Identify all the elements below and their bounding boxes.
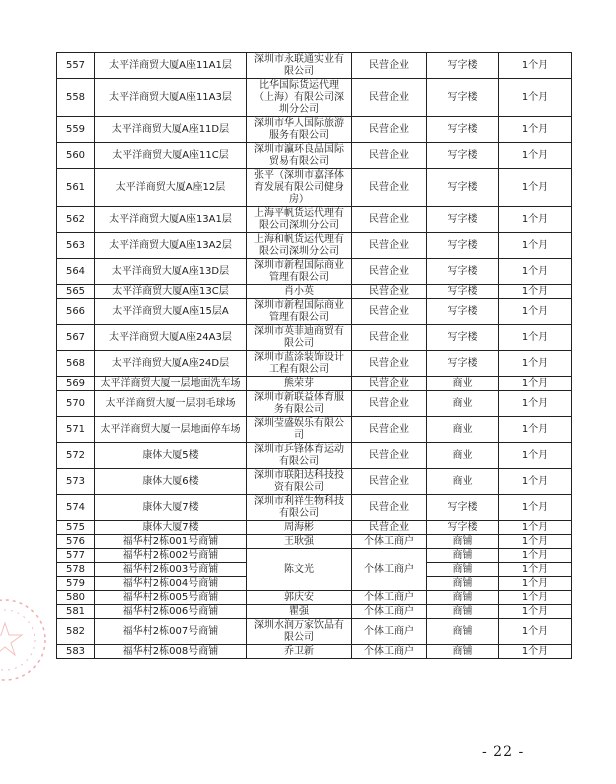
property-use: 写字楼 (427, 259, 499, 285)
lease-duration: 1个月 (499, 563, 572, 577)
tenant-name: 比华国际货运代理（上海）有限公司深圳分公司 (247, 79, 352, 117)
lease-duration: 1个月 (499, 143, 572, 169)
table-row (57, 619, 572, 645)
tenant-name: 深圳市新程国际商业管理有限公司 (247, 259, 352, 285)
tenant-name: 深圳市利祥生物科技有限公司 (247, 495, 352, 521)
tenant-name: 乔卫新 (247, 645, 352, 659)
table-row (57, 143, 572, 169)
table-row (57, 417, 572, 443)
row-number: 558 (57, 79, 95, 117)
lease-duration: 1个月 (499, 535, 572, 549)
lease-duration: 1个月 (499, 79, 572, 117)
tenant-type: 个体工商户 (352, 605, 427, 619)
property-address: 太平洋商贸大厦A座13A1层 (95, 207, 247, 233)
tenant-name: 深圳市新联益体育服务有限公司 (247, 391, 352, 417)
property-use: 商铺 (427, 563, 499, 577)
tenant-name: 熊荣芽 (247, 377, 352, 391)
table-row (57, 79, 572, 117)
table-row (57, 591, 572, 605)
lease-duration: 1个月 (499, 495, 572, 521)
row-number: 571 (57, 417, 95, 443)
lease-duration: 1个月 (499, 417, 572, 443)
tenant-type: 民营企业 (352, 143, 427, 169)
tenant-name: 深圳市联阳达科技投资有限公司 (247, 469, 352, 495)
table-row (57, 53, 572, 79)
property-address: 太平洋商贸大厦A座15层A (95, 299, 247, 325)
table-row (57, 495, 572, 521)
row-number: 575 (57, 521, 95, 535)
property-use: 商业 (427, 443, 499, 469)
table-row (57, 549, 572, 563)
table-row (57, 469, 572, 495)
table-row (57, 645, 572, 659)
property-address: 福华村2栋005号商铺 (95, 591, 247, 605)
row-number: 567 (57, 325, 95, 351)
property-address: 福华村2栋003号商铺 (95, 563, 247, 577)
tenant-type: 民营企业 (352, 207, 427, 233)
row-number: 578 (57, 563, 95, 577)
property-use: 商铺 (427, 645, 499, 659)
tenant-type: 民营企业 (352, 233, 427, 259)
row-number: 559 (57, 117, 95, 143)
table-row (57, 521, 572, 535)
property-address: 康体大厦7楼 (95, 521, 247, 535)
table-row (57, 285, 572, 299)
tenant-name: 深圳市新程国际商业管理有限公司 (247, 299, 352, 325)
property-address: 福华村2栋002号商铺 (95, 549, 247, 563)
tenant-type: 民营企业 (352, 169, 427, 207)
property-address: 康体大厦6楼 (95, 469, 247, 495)
property-address: 太平洋商贸大厦A座12层 (95, 169, 247, 207)
lease-duration: 1个月 (499, 169, 572, 207)
table-row (57, 377, 572, 391)
tenant-name: 深圳市乒锋体育运动有限公司 (247, 443, 352, 469)
tenant-name: 肖小英 (247, 285, 352, 299)
property-use: 商业 (427, 377, 499, 391)
property-use: 商铺 (427, 619, 499, 645)
table-row (57, 443, 572, 469)
tenant-type: 民营企业 (352, 521, 427, 535)
lease-duration: 1个月 (499, 351, 572, 377)
lease-table (56, 52, 572, 659)
table-row (57, 325, 572, 351)
property-address: 太平洋商贸大厦A座24D层 (95, 351, 247, 377)
lease-duration: 1个月 (499, 469, 572, 495)
lease-duration: 1个月 (499, 591, 572, 605)
property-address: 太平洋商贸大厦一层羽毛球场 (95, 391, 247, 417)
tenant-type: 民营企业 (352, 377, 427, 391)
property-use: 写字楼 (427, 325, 499, 351)
row-number: 580 (57, 591, 95, 605)
property-use: 商铺 (427, 549, 499, 563)
property-address: 太平洋商贸大厦一层地面洗车场 (95, 377, 247, 391)
property-use: 写字楼 (427, 521, 499, 535)
property-use: 商铺 (427, 605, 499, 619)
lease-duration: 1个月 (499, 377, 572, 391)
property-use: 写字楼 (427, 79, 499, 117)
tenant-name: 上海平帆货运代理有限公司深圳分公司 (247, 207, 352, 233)
table-row (57, 259, 572, 285)
row-number: 574 (57, 495, 95, 521)
row-number: 564 (57, 259, 95, 285)
row-number: 573 (57, 469, 95, 495)
tenant-type: 个体工商户 (352, 645, 427, 659)
table-row (57, 207, 572, 233)
lease-duration: 1个月 (499, 325, 572, 351)
property-address: 福华村2栋006号商铺 (95, 605, 247, 619)
lease-duration: 1个月 (499, 53, 572, 79)
property-address: 太平洋商贸大厦A座11D层 (95, 117, 247, 143)
property-address: 太平洋商贸大厦A座13D层 (95, 259, 247, 285)
row-number: 557 (57, 53, 95, 79)
property-address: 太平洋商贸大厦A座13A2层 (95, 233, 247, 259)
lease-duration: 1个月 (499, 391, 572, 417)
row-number: 566 (57, 299, 95, 325)
tenant-type: 个体工商户 (352, 535, 427, 549)
tenant-type: 民营企业 (352, 495, 427, 521)
row-number: 560 (57, 143, 95, 169)
lease-duration: 1个月 (499, 645, 572, 659)
row-number: 572 (57, 443, 95, 469)
tenant-name: 深圳市华人国际旅游服务有限公司 (247, 117, 352, 143)
row-number: 569 (57, 377, 95, 391)
tenant-name: 郭庆安 (247, 591, 352, 605)
tenant-type: 个体工商户 (352, 591, 427, 605)
tenant-type: 民营企业 (352, 285, 427, 299)
tenant-name: 深圳市英菲迪商贸有限公司 (247, 325, 352, 351)
property-address: 福华村2栋008号商铺 (95, 645, 247, 659)
property-address: 福华村2栋004号商铺 (95, 577, 247, 591)
lease-duration: 1个月 (499, 299, 572, 325)
property-use: 写字楼 (427, 351, 499, 377)
tenant-type: 民营企业 (352, 351, 427, 377)
table-row (57, 535, 572, 549)
lease-duration: 1个月 (499, 285, 572, 299)
tenant-type: 民营企业 (352, 259, 427, 285)
row-number: 561 (57, 169, 95, 207)
tenant-type: 民营企业 (352, 417, 427, 443)
property-use: 商铺 (427, 591, 499, 605)
row-number: 568 (57, 351, 95, 377)
property-use: 写字楼 (427, 117, 499, 143)
lease-duration: 1个月 (499, 117, 572, 143)
row-number: 576 (57, 535, 95, 549)
property-address: 福华村2栋007号商铺 (95, 619, 247, 645)
property-address: 太平洋商贸大厦一层地面停车场 (95, 417, 247, 443)
tenant-type: 民营企业 (352, 79, 427, 117)
tenant-name: 深圳市永联通实业有限公司 (247, 53, 352, 79)
row-number: 581 (57, 605, 95, 619)
property-use: 商业 (427, 391, 499, 417)
property-address: 康体大厦5楼 (95, 443, 247, 469)
property-address: 太平洋商贸大厦A座11A1层 (95, 53, 247, 79)
tenant-type: 民营企业 (352, 117, 427, 143)
tenant-name: 深圳莹盛娱乐有限公司 (247, 417, 352, 443)
property-use: 写字楼 (427, 233, 499, 259)
table-row (57, 351, 572, 377)
lease-duration: 1个月 (499, 619, 572, 645)
tenant-name: 周海彬 (247, 521, 352, 535)
tenant-type: 民营企业 (352, 391, 427, 417)
property-use: 写字楼 (427, 169, 499, 207)
lease-duration: 1个月 (499, 549, 572, 563)
property-use: 写字楼 (427, 299, 499, 325)
property-use: 写字楼 (427, 495, 499, 521)
tenant-name: 深圳水润万家饮品有限公司 (247, 619, 352, 645)
property-use: 商铺 (427, 577, 499, 591)
table-row (57, 391, 572, 417)
row-number: 570 (57, 391, 95, 417)
tenant-name: 张平（深圳市嘉泽体育发展有限公司健身房） (247, 169, 352, 207)
tenant-type: 民营企业 (352, 53, 427, 79)
property-use: 商业 (427, 469, 499, 495)
table-row (57, 605, 572, 619)
lease-duration: 1个月 (499, 521, 572, 535)
property-use: 写字楼 (427, 285, 499, 299)
red-seal-stamp (0, 595, 50, 685)
row-number: 563 (57, 233, 95, 259)
lease-duration: 1个月 (499, 233, 572, 259)
property-use: 商铺 (427, 535, 499, 549)
tenant-name: 王耿强 (247, 535, 352, 549)
lease-duration: 1个月 (499, 207, 572, 233)
tenant-type: 民营企业 (352, 443, 427, 469)
tenant-name: 陈文光 (247, 549, 352, 591)
tenant-type: 民营企业 (352, 325, 427, 351)
row-number: 565 (57, 285, 95, 299)
property-use: 商业 (427, 417, 499, 443)
tenant-type: 个体工商户 (352, 619, 427, 645)
tenant-name: 深圳市瀛环良品国际贸易有限公司 (247, 143, 352, 169)
property-address: 太平洋商贸大厦A座11C层 (95, 143, 247, 169)
page-number: - 22 - (482, 744, 525, 760)
property-address: 太平洋商贸大厦A座13C层 (95, 285, 247, 299)
property-use: 写字楼 (427, 53, 499, 79)
table-row (57, 233, 572, 259)
row-number: 577 (57, 549, 95, 563)
tenant-type: 民营企业 (352, 469, 427, 495)
tenant-name: 瞿强 (247, 605, 352, 619)
tenant-type: 民营企业 (352, 299, 427, 325)
row-number: 582 (57, 619, 95, 645)
row-number: 579 (57, 577, 95, 591)
lease-duration: 1个月 (499, 577, 572, 591)
tenant-name: 深圳市蓝涂装饰设计工程有限公司 (247, 351, 352, 377)
tenant-name: 上海和帆货运代理有限公司深圳分公司 (247, 233, 352, 259)
property-address: 康体大厦7楼 (95, 495, 247, 521)
lease-duration: 1个月 (499, 443, 572, 469)
lease-table-body (57, 53, 572, 659)
lease-duration: 1个月 (499, 259, 572, 285)
row-number: 583 (57, 645, 95, 659)
tenant-type: 个体工商户 (352, 549, 427, 591)
property-address: 太平洋商贸大厦A座24A3层 (95, 325, 247, 351)
property-address: 太平洋商贸大厦A座11A3层 (95, 79, 247, 117)
table-row (57, 299, 572, 325)
property-address: 福华村2栋001号商铺 (95, 535, 247, 549)
row-number: 562 (57, 207, 95, 233)
table-row (57, 169, 572, 207)
property-use: 写字楼 (427, 207, 499, 233)
lease-duration: 1个月 (499, 605, 572, 619)
property-use: 写字楼 (427, 143, 499, 169)
table-row (57, 117, 572, 143)
